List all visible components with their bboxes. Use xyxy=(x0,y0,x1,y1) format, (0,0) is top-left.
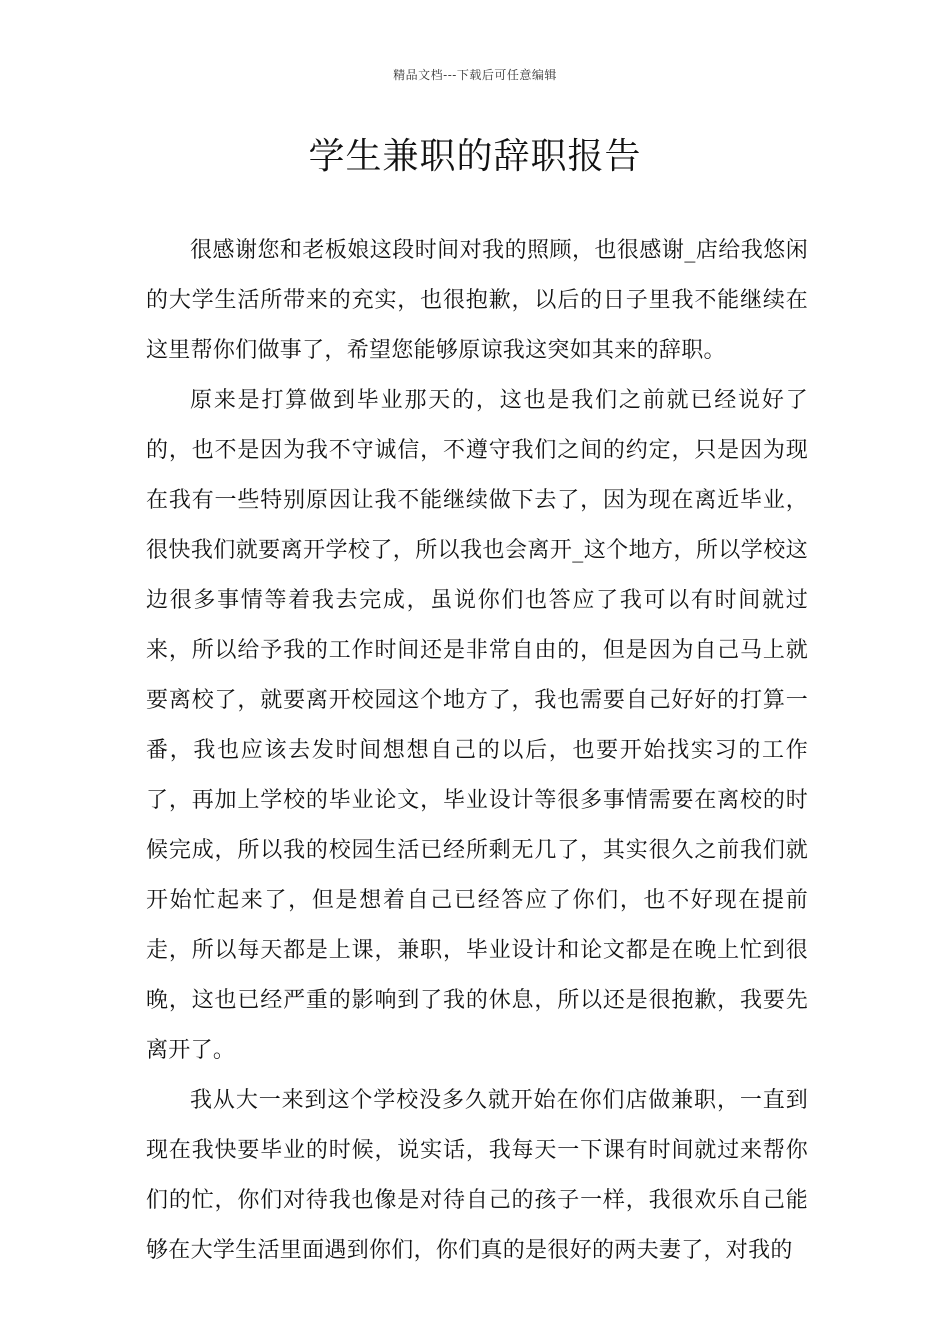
paragraph-1: 很感谢您和老板娘这段时间对我的照顾，也很感谢_店给我悠闲的大学生活所带来的充实，也很抱歉，以后的日子里我不能继续在这里帮你们做事了，希望您能够原谅我这突如其来的辞职。 xyxy=(146,238,808,363)
document-title: 学生兼职的辞职报告 xyxy=(308,136,642,177)
document-body xyxy=(146,226,808,1276)
header-note: 精品文档---下载后可任意编辑 xyxy=(393,68,557,82)
paragraph-3: 我从大一来到这个学校没多久就开始在你们店做兼职，一直到现在我快要毕业的时候，说实话，我每天一下课有时间就过来帮你们的忙，你们对待我也像是对待自己的孩子一样，我很欢乐自己能够在大学生活里面遇到你们，你们真的是很好的两夫妻了，对我的 xyxy=(146,1088,808,1263)
paragraph-2: 原来是打算做到毕业那天的，这也是我们之前就已经说好了的，也不是因为我不守诚信，不遵守我们之间的约定，只是因为现在我有一些特别原因让我不能继续做下去了，因为现在离近毕业，很快我们就要离开学校了，所以我也会离开_这个地方，所以学校这边很多事情等着我去完成，虽说你们也答应了我可以有时间就过来，所以给予我的工作时间还是非常自由的，但是因为自己马上就要离校了，就要离开校园这个地方了，我也需要自己好好的打算一番，我也应该去发时间想想自己的以后，也要开始找实习的工作了，再加上学校的毕业论文，毕业设计等很多事情需要在离校的时候完成，所以我的校园生活已经所剩无几了，其实很久之前我们就开始忙起来了，但是想着自己已经答应了你们，也不好现在提前走，所以每天都是上课，兼职，毕业设计和论文都是在晚上忙到很晚，这也已经严重的影响到了我的休息，所以还是很抱歉，我要先离开了。 xyxy=(146,388,808,1063)
